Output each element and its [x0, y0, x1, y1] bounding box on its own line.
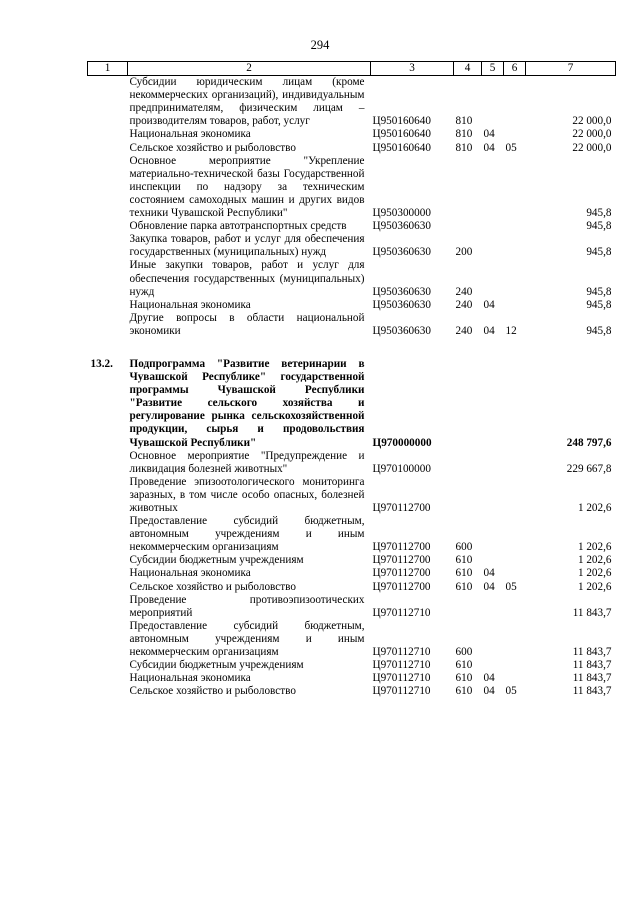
table-header-row — [88, 62, 616, 76]
row-number — [88, 672, 128, 685]
row-expense-type — [454, 450, 482, 476]
table-row — [88, 594, 616, 620]
row-number — [88, 128, 128, 141]
table-row — [88, 128, 616, 141]
row-subsection — [504, 450, 526, 476]
row-subsection: 05 — [505, 141, 517, 154]
row-name: Основное мероприятие "Предупреждение и ликвидация болезней животных" — [129, 449, 365, 475]
table-row — [88, 554, 616, 567]
table-row — [88, 259, 616, 298]
col-header-1: 1 — [88, 62, 128, 76]
row-target-code: Ц970112710 — [372, 685, 431, 698]
row-amount: 945,8 — [586, 324, 612, 337]
row-expense-type — [454, 220, 482, 233]
row-section — [482, 233, 504, 259]
row-amount: 945,8 — [586, 298, 612, 311]
row-expense-type: 610 — [455, 567, 473, 580]
row-name: Национальная экономика — [129, 298, 251, 311]
row-target-code: Ц970112700 — [372, 502, 431, 514]
row-section — [482, 220, 504, 233]
row-name: Закупка товаров, работ и услуг для обеспечения государственных (муниципальных) нужд — [129, 233, 365, 259]
row-target-code: Ц970112700 — [372, 580, 431, 593]
row-section — [482, 358, 504, 450]
row-amount: 1 202,6 — [577, 541, 612, 554]
row-name: Предоставление субсидий бюджетным, автономным учреждениям и иным некоммерческим организациям — [129, 619, 365, 659]
row-amount: 11 843,7 — [572, 672, 612, 685]
row-expense-type: 610 — [455, 685, 473, 698]
row-number — [88, 594, 128, 620]
row-target-code: Ц950360630 — [372, 220, 431, 233]
row-subsection — [504, 299, 526, 312]
row-section — [482, 259, 504, 298]
row-section — [482, 659, 504, 672]
row-expense-type — [454, 358, 482, 450]
row-number — [88, 220, 128, 233]
row-subsection — [504, 233, 526, 259]
row-amount: 11 843,7 — [572, 659, 612, 672]
row-number — [88, 554, 128, 567]
row-name: Субсидии бюджетным учреждениям — [129, 554, 304, 567]
row-section — [482, 515, 504, 554]
table-body — [88, 76, 616, 699]
row-amount: 11 843,7 — [572, 646, 612, 659]
table-row — [88, 312, 616, 338]
row-amount: 22 000,0 — [572, 115, 612, 128]
row-section — [482, 594, 504, 620]
row-name: Национальная экономика — [129, 567, 251, 580]
row-expense-type: 610 — [455, 659, 473, 672]
row-number — [88, 515, 128, 554]
row-number — [88, 259, 128, 298]
row-subsection — [504, 259, 526, 298]
row-subsection — [504, 476, 526, 515]
row-expense-type — [454, 155, 482, 220]
row-amount: 1 202,6 — [577, 567, 612, 580]
table-row — [88, 567, 616, 580]
table-row — [88, 155, 616, 220]
row-number — [88, 659, 128, 672]
row-subsection — [504, 554, 526, 567]
col-header-5: 5 — [482, 62, 504, 76]
row-section — [482, 554, 504, 567]
row-section — [482, 155, 504, 220]
row-subsection — [504, 567, 526, 580]
row-number — [88, 620, 128, 659]
row-amount: 945,8 — [586, 246, 612, 259]
row-target-code: Ц970112710 — [372, 606, 431, 619]
row-number — [88, 581, 128, 594]
table-row — [88, 672, 616, 685]
row-amount: 1 202,6 — [577, 502, 612, 514]
row-target-code: Ц950360630 — [372, 285, 431, 298]
col-header-4: 4 — [454, 62, 482, 76]
row-section: 04 — [483, 298, 495, 311]
row-subsection — [504, 220, 526, 233]
col-header-2: 2 — [128, 62, 371, 76]
table-row — [88, 685, 616, 698]
col-header-3: 3 — [371, 62, 454, 76]
table-row — [88, 581, 616, 594]
table-row — [88, 299, 616, 312]
row-name: Национальная экономика — [129, 128, 251, 141]
row-subsection: 05 — [505, 685, 517, 698]
row-name: Проведение противоэпизоотических мероприятий — [129, 593, 365, 619]
row-expense-type — [454, 476, 482, 515]
row-target-code: Ц950360630 — [372, 298, 431, 311]
row-section: 04 — [483, 128, 495, 141]
spacer-row — [88, 338, 616, 358]
table-row — [88, 233, 616, 259]
table-row — [88, 76, 616, 129]
table-row — [88, 476, 616, 515]
row-target-code: Ц950360630 — [372, 324, 431, 337]
row-target-code: Ц970000000 — [372, 436, 432, 449]
row-subsection — [504, 672, 526, 685]
row-number — [88, 567, 128, 580]
row-number — [88, 450, 128, 476]
row-section: 04 — [483, 672, 495, 685]
row-expense-type: 240 — [455, 324, 473, 337]
row-target-code: Ц970112700 — [372, 554, 431, 567]
row-name: Подпрограмма "Развитие ветеринарии в Чувашской Республике" государственной программы Чувашской Республики "Развитие сельского хозяйства и регулирование рынка сельскохозяйственной продукции, сырья и продовольствия Чувашской Республики" — [129, 357, 365, 449]
row-expense-type: 240 — [455, 285, 473, 298]
row-name: Иные закупки товаров, работ и услуг для обеспечения государственных (муниципальных) нужд — [129, 259, 365, 298]
row-expense-type: 610 — [455, 554, 473, 567]
row-section: 04 — [483, 580, 495, 593]
row-section: 04 — [483, 567, 495, 580]
row-subsection — [504, 594, 526, 620]
row-expense-type: 810 — [455, 128, 473, 141]
row-section: 04 — [483, 141, 495, 154]
row-name: Субсидии юридическим лицам (кроме некоммерческих организаций), индивидуальным предпринимателям, физическим лицам – производителям товаров, работ, услуг — [129, 76, 365, 128]
row-amount: 1 202,6 — [577, 580, 612, 593]
row-subsection — [504, 620, 526, 659]
table-row — [88, 142, 616, 155]
row-number — [88, 233, 128, 259]
row-expense-type: 810 — [455, 141, 473, 154]
row-target-code: Ц950300000 — [372, 207, 431, 220]
spacer-cell — [88, 338, 616, 358]
col-header-6: 6 — [504, 62, 526, 76]
row-number — [88, 76, 128, 129]
budget-table — [87, 61, 616, 698]
row-expense-type: 810 — [455, 115, 473, 128]
row-name: Субсидии бюджетным учреждениям — [129, 659, 304, 672]
row-name: Обновление парка автотранспортных средств — [129, 220, 347, 233]
row-target-code: Ц950160640 — [372, 115, 431, 128]
table-row — [88, 659, 616, 672]
row-target-code: Ц970100000 — [372, 462, 431, 475]
row-section — [482, 476, 504, 515]
row-name: Сельское хозяйство и рыболовство — [129, 580, 296, 593]
row-number — [88, 142, 128, 155]
row-name: Основное мероприятие "Укрепление материально-технической базы Государственной инспекции по надзору за техническим состоянием самоходных машин и других видов техники Чувашской Республики" — [129, 154, 365, 220]
row-section: 04 — [483, 685, 495, 698]
row-amount: 945,8 — [586, 285, 612, 298]
row-amount: 229 667,8 — [566, 462, 612, 475]
table-row — [88, 515, 616, 554]
row-target-code: Ц970112700 — [372, 567, 431, 580]
row-number — [88, 312, 128, 338]
row-target-code: Ц970112700 — [372, 541, 431, 554]
row-amount: 1 202,6 — [577, 554, 612, 567]
table-row — [88, 220, 616, 233]
row-subsection — [504, 128, 526, 141]
row-subsection — [504, 155, 526, 220]
row-target-code: Ц950160640 — [372, 128, 431, 141]
row-number — [88, 155, 128, 220]
row-subsection — [504, 358, 526, 450]
row-amount: 945,8 — [586, 220, 612, 233]
row-amount: 11 843,7 — [572, 606, 612, 619]
row-name: Другие вопросы в области национальной экономики — [129, 311, 365, 337]
row-amount: 22 000,0 — [572, 141, 612, 154]
row-section — [482, 450, 504, 476]
row-name: Национальная экономика — [129, 672, 251, 685]
row-amount: 11 843,7 — [572, 685, 612, 698]
row-expense-type: 240 — [455, 298, 473, 311]
row-target-code: Ц970112710 — [372, 672, 431, 685]
row-amount: 22 000,0 — [572, 128, 612, 141]
row-expense-type: 610 — [455, 580, 473, 593]
row-subsection — [504, 76, 526, 129]
row-name: Проведение эпизоотологического мониторинга заразных, в том числе особо опасных, болезней животных — [129, 475, 365, 514]
row-expense-type — [454, 594, 482, 620]
row-expense-type: 610 — [455, 672, 473, 685]
row-name: Сельское хозяйство и рыболовство — [129, 685, 296, 698]
table-row — [88, 620, 616, 659]
row-name: Сельское хозяйство и рыболовство — [129, 141, 296, 154]
row-amount: 248 797,6 — [566, 436, 612, 449]
row-expense-type: 600 — [455, 541, 473, 554]
row-amount: 945,8 — [586, 207, 612, 220]
row-section — [482, 620, 504, 659]
table-row — [88, 358, 616, 450]
table-row — [88, 450, 616, 476]
row-subsection: 05 — [505, 580, 517, 593]
row-number — [88, 299, 128, 312]
row-subsection: 12 — [505, 324, 517, 337]
row-section: 04 — [483, 324, 495, 337]
row-subsection — [504, 515, 526, 554]
row-section — [482, 76, 504, 129]
row-target-code: Ц970112710 — [372, 659, 431, 672]
row-number: 13.2. — [90, 357, 113, 370]
row-expense-type: 200 — [455, 246, 473, 259]
page-number: 294 — [310, 38, 330, 52]
row-subsection — [504, 659, 526, 672]
row-target-code: Ц970112710 — [372, 646, 431, 659]
row-target-code: Ц950160640 — [372, 141, 431, 154]
col-header-7: 7 — [526, 62, 616, 76]
row-number — [88, 685, 128, 698]
row-expense-type: 600 — [455, 646, 473, 659]
row-number — [88, 476, 128, 515]
row-name: Предоставление субсидий бюджетным, автономным учреждениям и иным некоммерческим организациям — [129, 515, 365, 554]
row-target-code: Ц950360630 — [372, 246, 431, 259]
